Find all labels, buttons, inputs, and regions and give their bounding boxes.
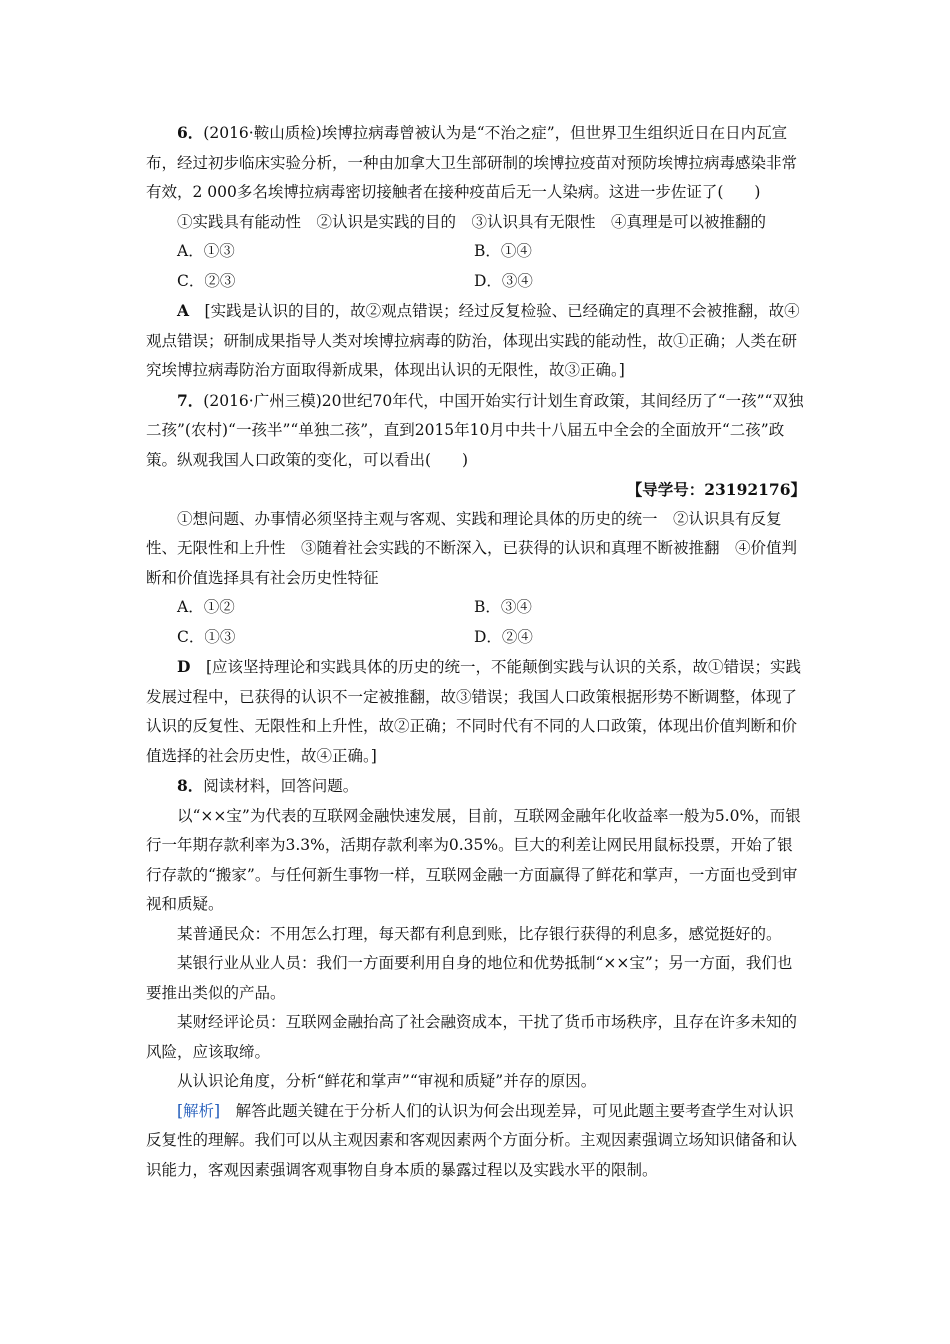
question-8-view-1: 某普通民众：不用怎么打理，每天都有利息到账，比存银行获得的利息多，感觉挺好的。 — [177, 924, 782, 943]
option-a: A．①② — [177, 598, 235, 616]
question-6-stem — [146, 118, 806, 208]
question-8-view-2: 某银行业从业人员：我们一方面要利用自身的地位和优势抵制“××宝”；另一方面，我们也要推出类似的产品。 — [146, 954, 793, 1002]
question-8-view-3: 某财经评论员：互联网金融抬高了社会融资成本，干扰了货币市场秩序，且存在许多未知的风险，应该取缔。 — [146, 1013, 798, 1061]
question-6-options — [146, 237, 806, 296]
option-b: B．①④ — [474, 242, 532, 260]
option-d: D．②④ — [474, 627, 533, 646]
question-text: (2016·广州三模)20世纪70年代，中国开始实行计划生育政策，其间经历了“一孩”“双独二孩”(农村)“一孩半”“单独二孩”，直到2015年10月中共十八届五中全会的全面放开“二孩”政策。纵观我国人口政策的变化，可以看出( ) — [146, 391, 804, 469]
question-text: (2016·鞍山质检)埃博拉病毒曾被认为是“不治之症”，但世界卫生组织近日在日内瓦宣布，经过初步临床实验分析，一种由加拿大卫生部研制的埃博拉疫苗对预防埃博拉病毒感染非常有效，2 000多名埃博拉病毒密切接触者在接种疫苗后无一人染病。这进一步佐证了( ) — [146, 124, 798, 201]
answer-letter: D — [177, 657, 191, 676]
analysis-tag: [解析] — [177, 1101, 221, 1120]
option-b: B．③④ — [474, 598, 532, 616]
question-8-prompt: 从认识论角度，分析“鲜花和掌声”“审视和质疑”并存的原因。 — [177, 1072, 597, 1090]
question-text: 阅读材料，回答问题。 — [203, 777, 359, 795]
option-c: C．②③ — [177, 271, 236, 290]
option-d: D．③④ — [474, 271, 533, 290]
answer-explanation: [应该坚持理论和实践具体的历史的统一，不能颠倒实践与认识的关系，故①错误；实践发展过程中，已获得的认识不一定被推翻，故③错误；我国人口政策根据形势不断调整，体现了认识的反复性、无限性和上升性，故②正确；不同时代有不同的人口政策，体现出价值判断和价值选择的社会历史性，故④正确。] — [146, 658, 802, 765]
question-7-stem — [146, 386, 806, 476]
question-number: 7． — [177, 390, 204, 410]
question-6-statements: ①实践具有能动性 ②认识是实践的目的 ③认识具有无限性 ④真理是可以被推翻的 — [177, 212, 767, 231]
question-number: 8． — [177, 776, 204, 795]
answer-explanation: [实践是认识的目的，故②观点错误；经过反复检验、已经确定的真理不会被推翻，故④观点错误；研制成果指导人类对埃博拉病毒的防治，体现出实践的能动性，故①正确；人类在研究埃博拉病毒防治方面取得新成果，体现出认识的无限性，故③正确。] — [146, 302, 800, 379]
question-8-analysis — [146, 1097, 806, 1186]
page-content — [146, 118, 806, 1185]
question-8-stem — [146, 771, 806, 802]
answer-letter: A — [177, 301, 190, 320]
question-number: 6． — [177, 123, 204, 142]
question-8-material: 以“××宝”为代表的互联网金融快速发展，目前，互联网金融年化收益率一般为5.0%，而银行一年期存款利率为3.3%，活期存款利率为0.35%。巨大的利差让网民用鼠标投票，开始了银行存款的“搬家”。与任何新生事物一样，互联网金融一方面赢得了鲜花和掌声，一方面也受到审视和质疑。 — [146, 806, 801, 913]
guide-number: 【导学号：23192176】 — [626, 480, 806, 499]
analysis-text: 解答此题关键在于分析人们的认识为何会出现差异，可见此题主要考查学生对认识反复性的理解。我们可以从主观因素和客观因素两个方面分析。主观因素强调立场知识储备和认识能力，客观因素强调客观事物自身本质的暴露过程以及实践水平的限制。 — [146, 1101, 798, 1179]
option-a: A．①③ — [177, 242, 235, 260]
question-7-answer — [146, 652, 806, 771]
question-7-statements: ①想问题、办事情必须坚持主观与客观、实践和理论具体的历史的统一 ②认识具有反复性、无限性和上升性 ③随着社会实践的不断深入，已获得的认识和真理不断被推翻 ④价值判断和价值选择具有社会历史性特征 — [146, 509, 798, 587]
option-c: C．①③ — [177, 627, 236, 646]
question-7-options — [146, 593, 806, 652]
question-6-answer — [146, 296, 806, 386]
